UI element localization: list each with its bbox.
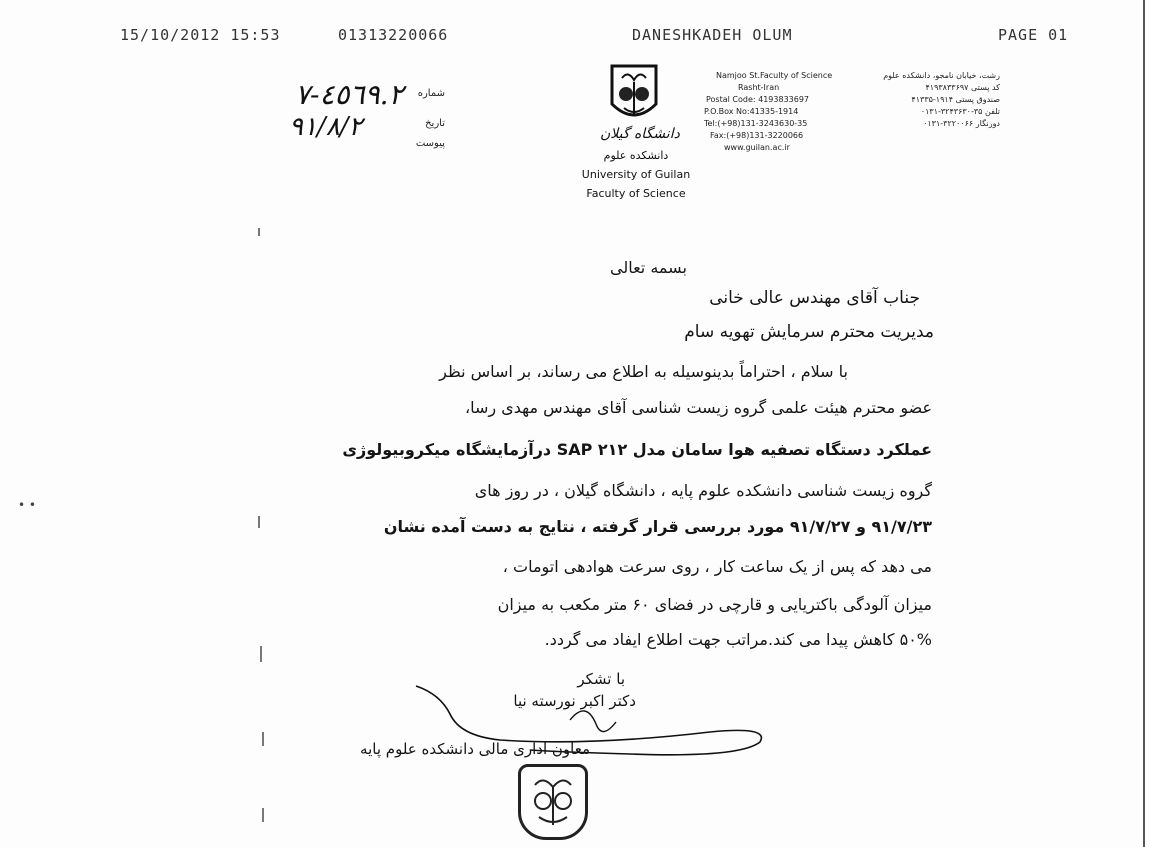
body-line-8: ۵۰% کاهش پیدا می کند.مراتب جهت اطلاع ایفاد می گردد. (544, 630, 932, 649)
official-stamp (518, 764, 588, 840)
margin-mark-1 (258, 228, 260, 236)
fax-datetime: 15/10/2012 15:53 (120, 26, 281, 44)
contact-fa-line2: کد پستی ۴۱۹۳۸۳۳۶۹۷ (925, 83, 1000, 92)
contact-fa-line3: صندوق پستی ۱۹۱۴-۴۱۳۳۵ (911, 95, 1000, 104)
page-edge (1143, 0, 1145, 847)
university-calligraphy: دانشگاه گیلان (600, 126, 680, 142)
body-line-1: با سلام ، احتراماً بدینوسیله به اطلاع می رساند، بر اساس نظر (439, 362, 848, 381)
fax-page: PAGE 01 (998, 26, 1069, 44)
margin-mark-4 (262, 732, 264, 746)
university-faculty-fa: دانشکده علوم (603, 149, 669, 162)
body-line-7: میزان آلودگی باکتریایی و قارچی در فضای ۶۰ متر مکعب به میزان (497, 595, 932, 614)
contact-address2: Rasht-Iran (738, 83, 780, 92)
contact-tel: Tel:(+98)131-3243630-35 (704, 119, 808, 128)
contact-fa-line4: تلفن ۳۵-۳۲۴۳۶۳۰-۰۱۳۱ (920, 107, 1000, 116)
contact-pobox: P.O.Box No:41335-1914 (704, 107, 799, 116)
fax-number: 01313220066 (338, 26, 449, 44)
body-line-6: می دهد که پس از یک ساعت کار ، روی سرعت هوادهی اتومات ، (502, 557, 932, 576)
reference-number-label: شماره (417, 88, 445, 99)
signer-name: دکتر اکبر نورسته نیا (513, 692, 636, 710)
margin-mark-5 (262, 808, 264, 822)
contact-web: www.guilan.ac.ir (724, 143, 790, 152)
contact-postal: Postal Code: 4193833697 (706, 95, 810, 104)
margin-mark-3 (260, 646, 262, 662)
body-line-5: ۹۱/۷/۲۳ و ۹۱/۷/۲۷ مورد بررسی قرار گرفته ، نتایج به دست آمده نشان (383, 517, 932, 536)
university-emblem-icon (608, 64, 660, 126)
contact-fa-line1: رشت، خیابان نامجو، دانشکده علوم (883, 71, 1000, 80)
university-faculty-en: Faculty of Science (586, 187, 686, 200)
stamp-emblem-icon (521, 767, 585, 837)
recipient: جناب آقای مهندس عالی خانی (709, 288, 920, 308)
margin-specks: • • (18, 498, 36, 512)
reference-date-label: تاریخ (425, 118, 445, 129)
fax-sender: DANESHKADEH OLUM (632, 26, 793, 44)
body-line-2: عضو محترم هیئت علمی گروه زیست شناسی آقای مهندس مهدی رسا، (464, 398, 932, 417)
body-line-4: گروه زیست شناسی دانشکده علوم پایه ، دانشگاه گیلان ، در روز های (474, 481, 932, 500)
university-name-en: University of Guilan (581, 168, 691, 181)
invocation: بسمه تعالی (610, 258, 687, 277)
recipient-title: مدیریت محترم سرمایش تهویه سام (684, 322, 934, 342)
contact-address1: Namjoo St.Faculty of Science (716, 71, 833, 80)
signer-title: معاون اداری مالی دانشکده علوم پایه (360, 740, 590, 758)
reference-date: ۹۱/۸/۲ (289, 112, 363, 142)
contact-fax: Fax:(+98)131-3220066 (710, 131, 804, 140)
contact-fa-line5: دورنگار ۳۲۲۰۰۶۶-۰۱۳۱ (923, 119, 1000, 128)
reference-attachment-label: پیوست (415, 138, 445, 149)
closing: با تشکر (577, 670, 625, 688)
margin-mark-2 (258, 516, 260, 528)
reference-block (285, 78, 445, 158)
university-logo (608, 64, 660, 126)
body-line-3: عملکرد دستگاه تصفیه هوا سامان مدل ۲۱۲ SAP درآزمایشگاه میکروبیولوژی (342, 440, 932, 459)
reference-number: ۷-٤٥٦٩.٢ (295, 78, 404, 111)
